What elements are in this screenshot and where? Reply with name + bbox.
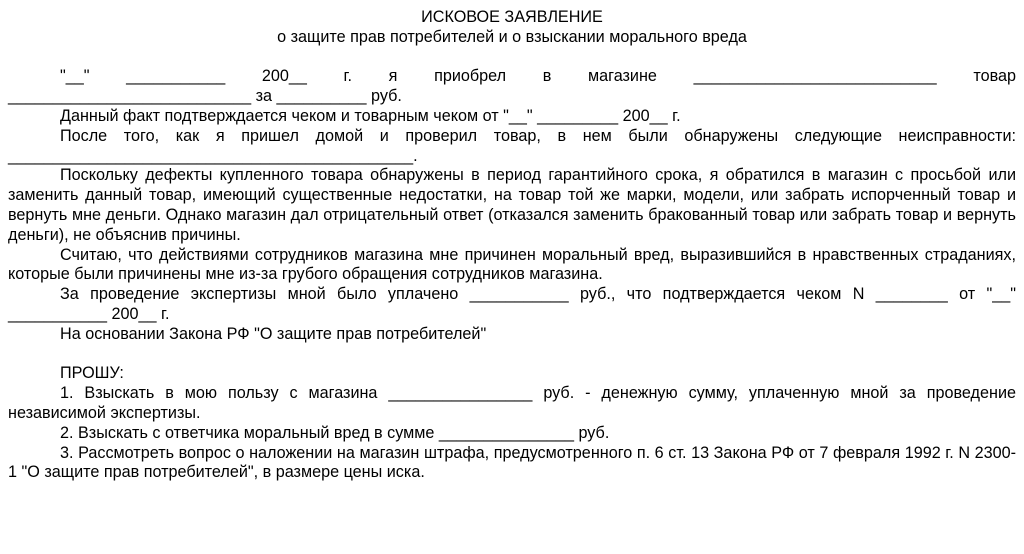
spacer <box>8 345 1016 365</box>
document <box>8 8 1016 483</box>
request-item-3: 3. Рассмотреть вопрос о наложении на магазин штрафа, предусмотренного п. 6 ст. 13 Закона РФ от 7 февраля 1992 г. N 2300-1 "О защите прав потребителей", в размере цены иска. <box>8 443 1016 482</box>
paragraph-warranty: Поскольку дефекты купленного товара обнаружены в период гарантийного срока, я обратился в магазин с просьбой или заменить данный товар, имеющий существенные недостатки, на товар той же марки, модели, или забрать испорченный товар и вернуть мне деньги. Однако магазин дал отрицательный ответ (отказался заменить бракованный товар или забрать товар и вернуть деньги), не объяснив причины. <box>8 166 1016 244</box>
request-item-2: 2. Взыскать с ответчика моральный вред в сумме _______________ руб. <box>60 423 610 442</box>
request-item-1: 1. Взыскать в мою пользу с магазина ________________ руб. - денежную сумму, уплаченную мной за проведение независимой экспертизы. <box>8 384 1016 422</box>
paragraph-purchase-line1: "__" ___________ 200__ г. я приобрел в магазине ___________________________ товар <box>60 67 1016 86</box>
document-subtitle: о защите прав потребителей и о взыскании морального вреда <box>277 27 747 46</box>
paragraph-purchase-line2: ___________________________ за __________ руб. <box>8 87 402 106</box>
paragraph-moral-harm: Считаю, что действиями сотрудников магазина мне причинен моральный вред, выразившийся в нравственных страданиях, которые были причинены мне из-за грубого обращения сотрудников магазина. <box>8 245 1016 284</box>
document-title: ИСКОВОЕ ЗАЯВЛЕНИЕ <box>421 8 603 26</box>
paragraph-legal-basis: На основании Закона РФ "О защите прав потребителей" <box>60 324 487 343</box>
paragraph-receipt: Данный факт подтверждается чеком и товарным чеком от "__" _________ 200__ г. <box>60 106 681 125</box>
paragraph-defects: После того, как я пришел домой и проверил товар, в нем были обнаружены следующие неисправности: _____________________________________________. <box>8 126 1016 165</box>
spacer <box>8 48 1016 68</box>
request-heading: ПРОШУ: <box>60 364 124 383</box>
paragraph-expertise: За проведение экспертизы мной было уплачено ___________ руб., что подтверждается чеком N ________ от "__" ___________ 200__ г. <box>8 285 1016 323</box>
